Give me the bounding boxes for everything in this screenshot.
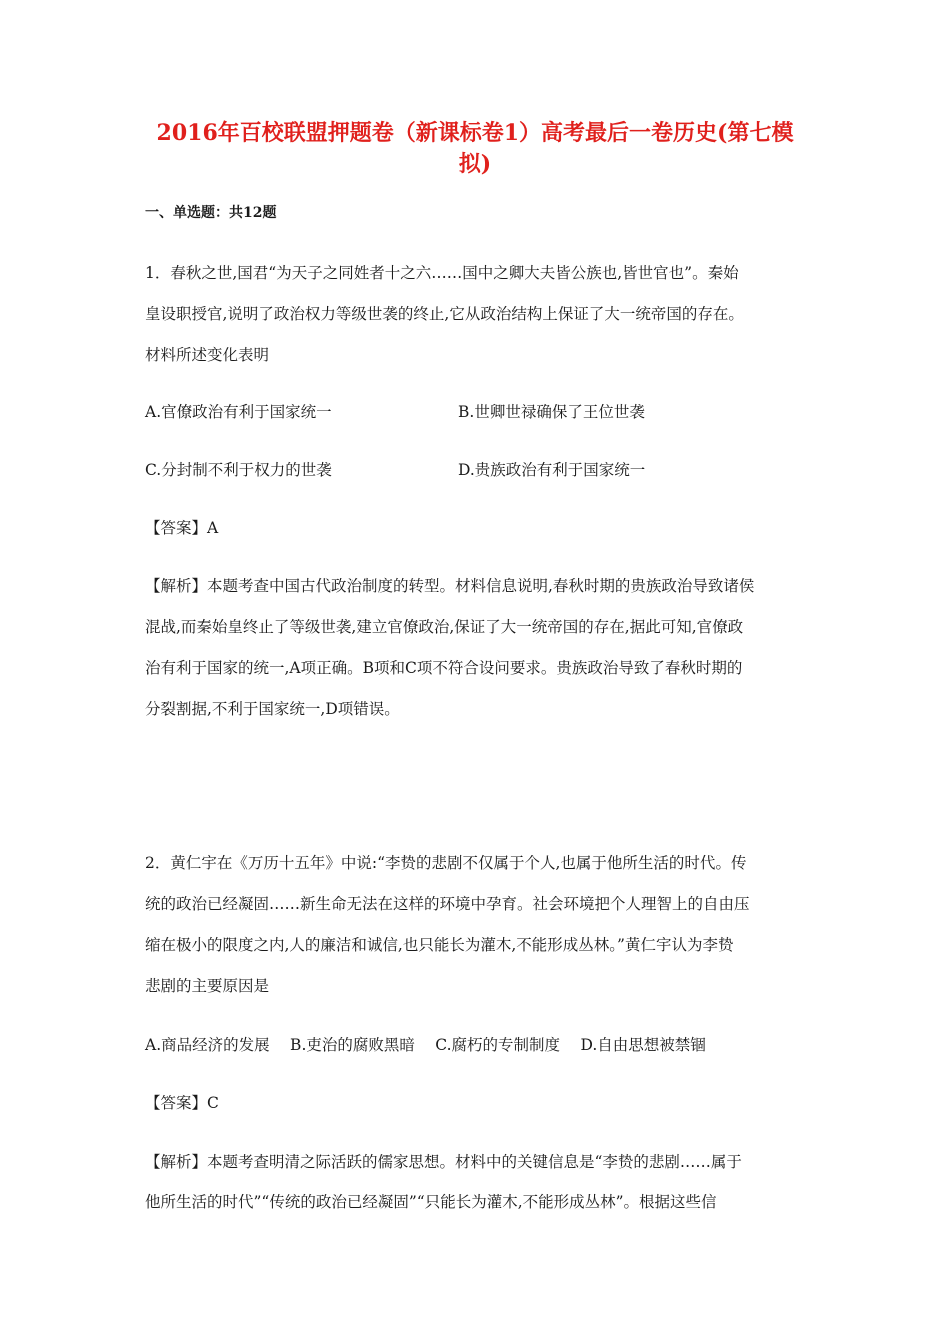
q1-option-d: D.贵族政治有利于国家统一 (458, 461, 646, 479)
q2-stem-line: 悲剧的主要原因是 (145, 977, 270, 995)
q1-option-c: C.分封制不利于权力的世袭 (145, 461, 332, 479)
q1-stem-line: 材料所述变化表明 (145, 346, 270, 364)
section-heading: 一、单选题：共12题 (145, 205, 277, 221)
q1-analysis-line: 混战,而秦始皇终止了等级世袭,建立官僚政治,保证了大一统帝国的存在,据此可知,官僚政 (145, 618, 744, 636)
q1-option-a: A.官僚政治有利于国家统一 (145, 403, 332, 421)
q2-stem-line: 缩在极小的限度之内,人的廉洁和诚信,也只能长为灌木,不能形成丛林。”黄仁宇认为李贽 (145, 936, 734, 954)
q2-analysis-line: 他所生活的时代”“传统的政治已经凝固”“只能长为灌木,不能形成丛林”。根据这些信 (145, 1193, 717, 1211)
document-title (120, 118, 830, 180)
q2-analysis-line: 【解析】本题考查明清之际活跃的儒家思想。材料中的关键信息是“李贽的悲剧……属于 (145, 1153, 742, 1171)
q1-stem-line: 1．春秋之世,国君“为天子之同姓者十之六……国中之卿大夫皆公族也,皆世官也”。秦始 (145, 264, 739, 282)
q2-answer: 【答案】C (145, 1094, 219, 1112)
q2-stem-line: 统的政治已经凝固……新生命无法在这样的环境中孕育。社会环境把个人理智上的自由压 (145, 895, 750, 913)
title-line-2: 拟) (458, 151, 492, 177)
q1-analysis-line: 分裂割据,不利于国家统一,D项错误。 (145, 700, 400, 718)
q2-options: A.商品经济的发展 B.吏治的腐败黑暗 C.腐朽的专制制度 D.自由思想被禁锢 (145, 1036, 706, 1054)
q1-analysis-line: 【解析】本题考查中国古代政治制度的转型。材料信息说明,春秋时期的贵族政治导致诸侯 (145, 577, 755, 595)
q1-stem-line: 皇设职授官,说明了政治权力等级世袭的终止,它从政治结构上保证了大一统帝国的存在。 (145, 305, 744, 323)
q1-option-b: B.世卿世禄确保了王位世袭 (458, 403, 645, 421)
q1-answer: 【答案】A (145, 519, 219, 537)
q2-stem-line: 2．黄仁宇在《万历十五年》中说:“李贽的悲剧不仅属于个人,也属于他所生活的时代。传 (145, 854, 747, 872)
title-line-1: 2016年百校联盟押题卷（新课标卷1）高考最后一卷历史(第七模 (156, 120, 794, 146)
q1-analysis-line: 治有利于国家的统一,A项正确。B项和C项不符合设问要求。贵族政治导致了春秋时期的 (145, 659, 743, 677)
